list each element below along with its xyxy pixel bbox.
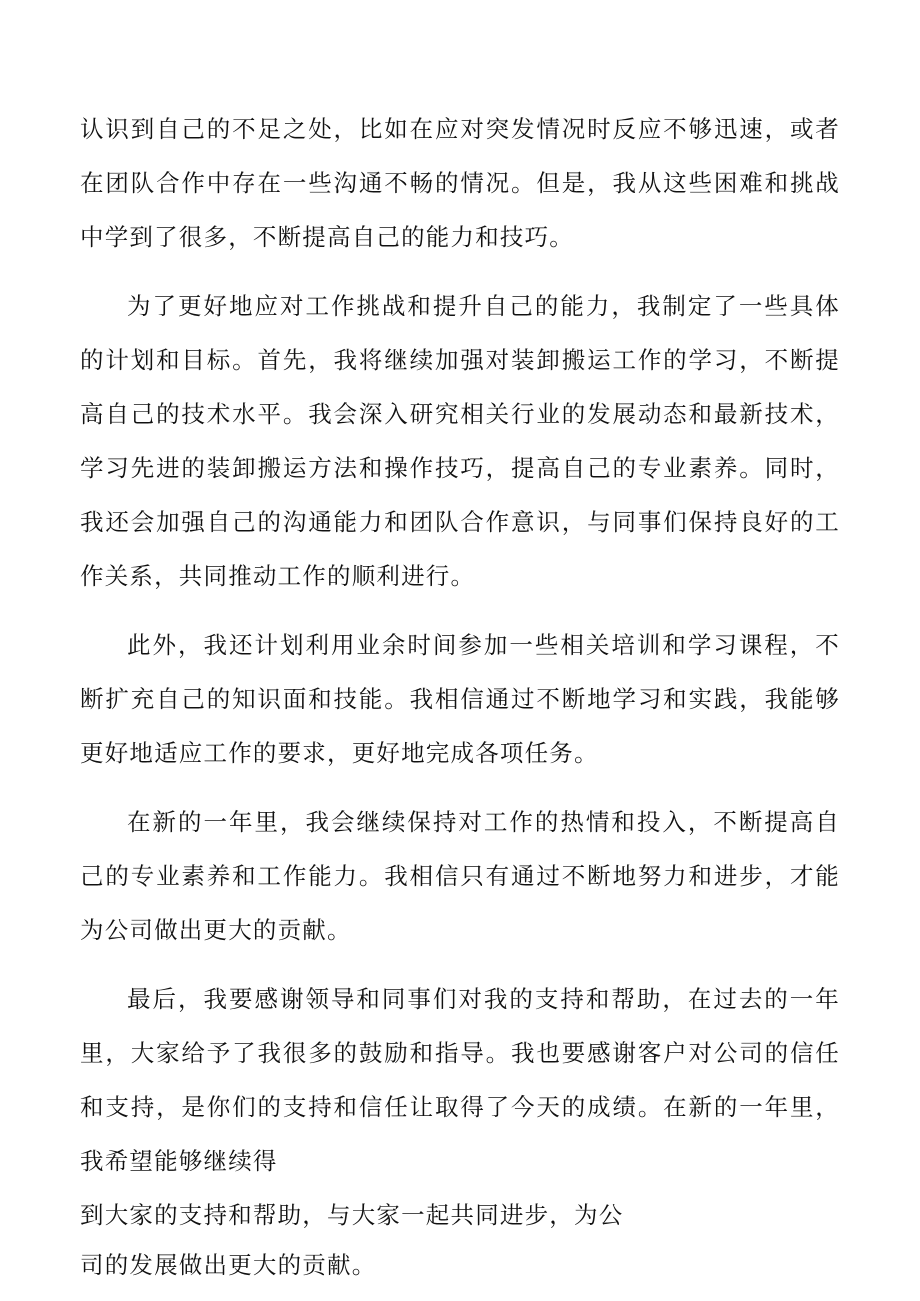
paragraph-continuation: 认识到自己的不足之处，比如在应对突发情况时反应不够迅速，或者在团队合作中存在一些沟通不畅的情况。但是，我从这些困难和挑战中学到了很多，不断提高自己的能力和技巧。 (80, 115, 840, 251)
paragraph-training-plan: 此外，我还计划利用业余时间参加一些相关培训和学习课程，不断扩充自己的知识面和技能。我相信通过不断地学习和实践，我能够更好地适应工作的要求，更好地完成各项任务。 (80, 631, 840, 767)
paragraph-new-year-commitment: 在新的一年里，我会继续保持对工作的热情和投入，不断提高自己的专业素养和工作能力。我相信只有通过不断地努力和进步，才能为公司做出更大的贡献。 (80, 808, 840, 944)
paragraph-thanks-line-end-1: 到大家的支持和帮助，与大家一起共同进步，为公 (80, 1201, 624, 1229)
paragraph-plans-and-goals: 为了更好地应对工作挑战和提升自己的能力，我制定了一些具体的计划和目标。首先，我将继续加强对装卸搬运工作的学习，不断提高自己的技术水平。我会深入研究相关行业的发展动态和最新技术，学习先进的装卸搬运方法和操作技巧，提高自己的专业素养。同时，我还会加强自己的沟通能力和团队合作意识，与同事们保持良好的工作关系，共同推动工作的顺利进行。 (80, 292, 840, 590)
paragraph-thanks-line-end-2: 司的发展做出更大的贡献。 (80, 1251, 377, 1279)
document-body (80, 102, 840, 1288)
paragraph-thanks: 最后，我要感谢领导和同事们对我的支持和帮助，在过去的一年里，大家给予了我很多的鼓励和指导。我也要感谢客户对公司的信任和支持，是你们的支持和信任让取得了今天的成绩。在新的一年里，我希望能够继续得 (80, 985, 840, 1175)
